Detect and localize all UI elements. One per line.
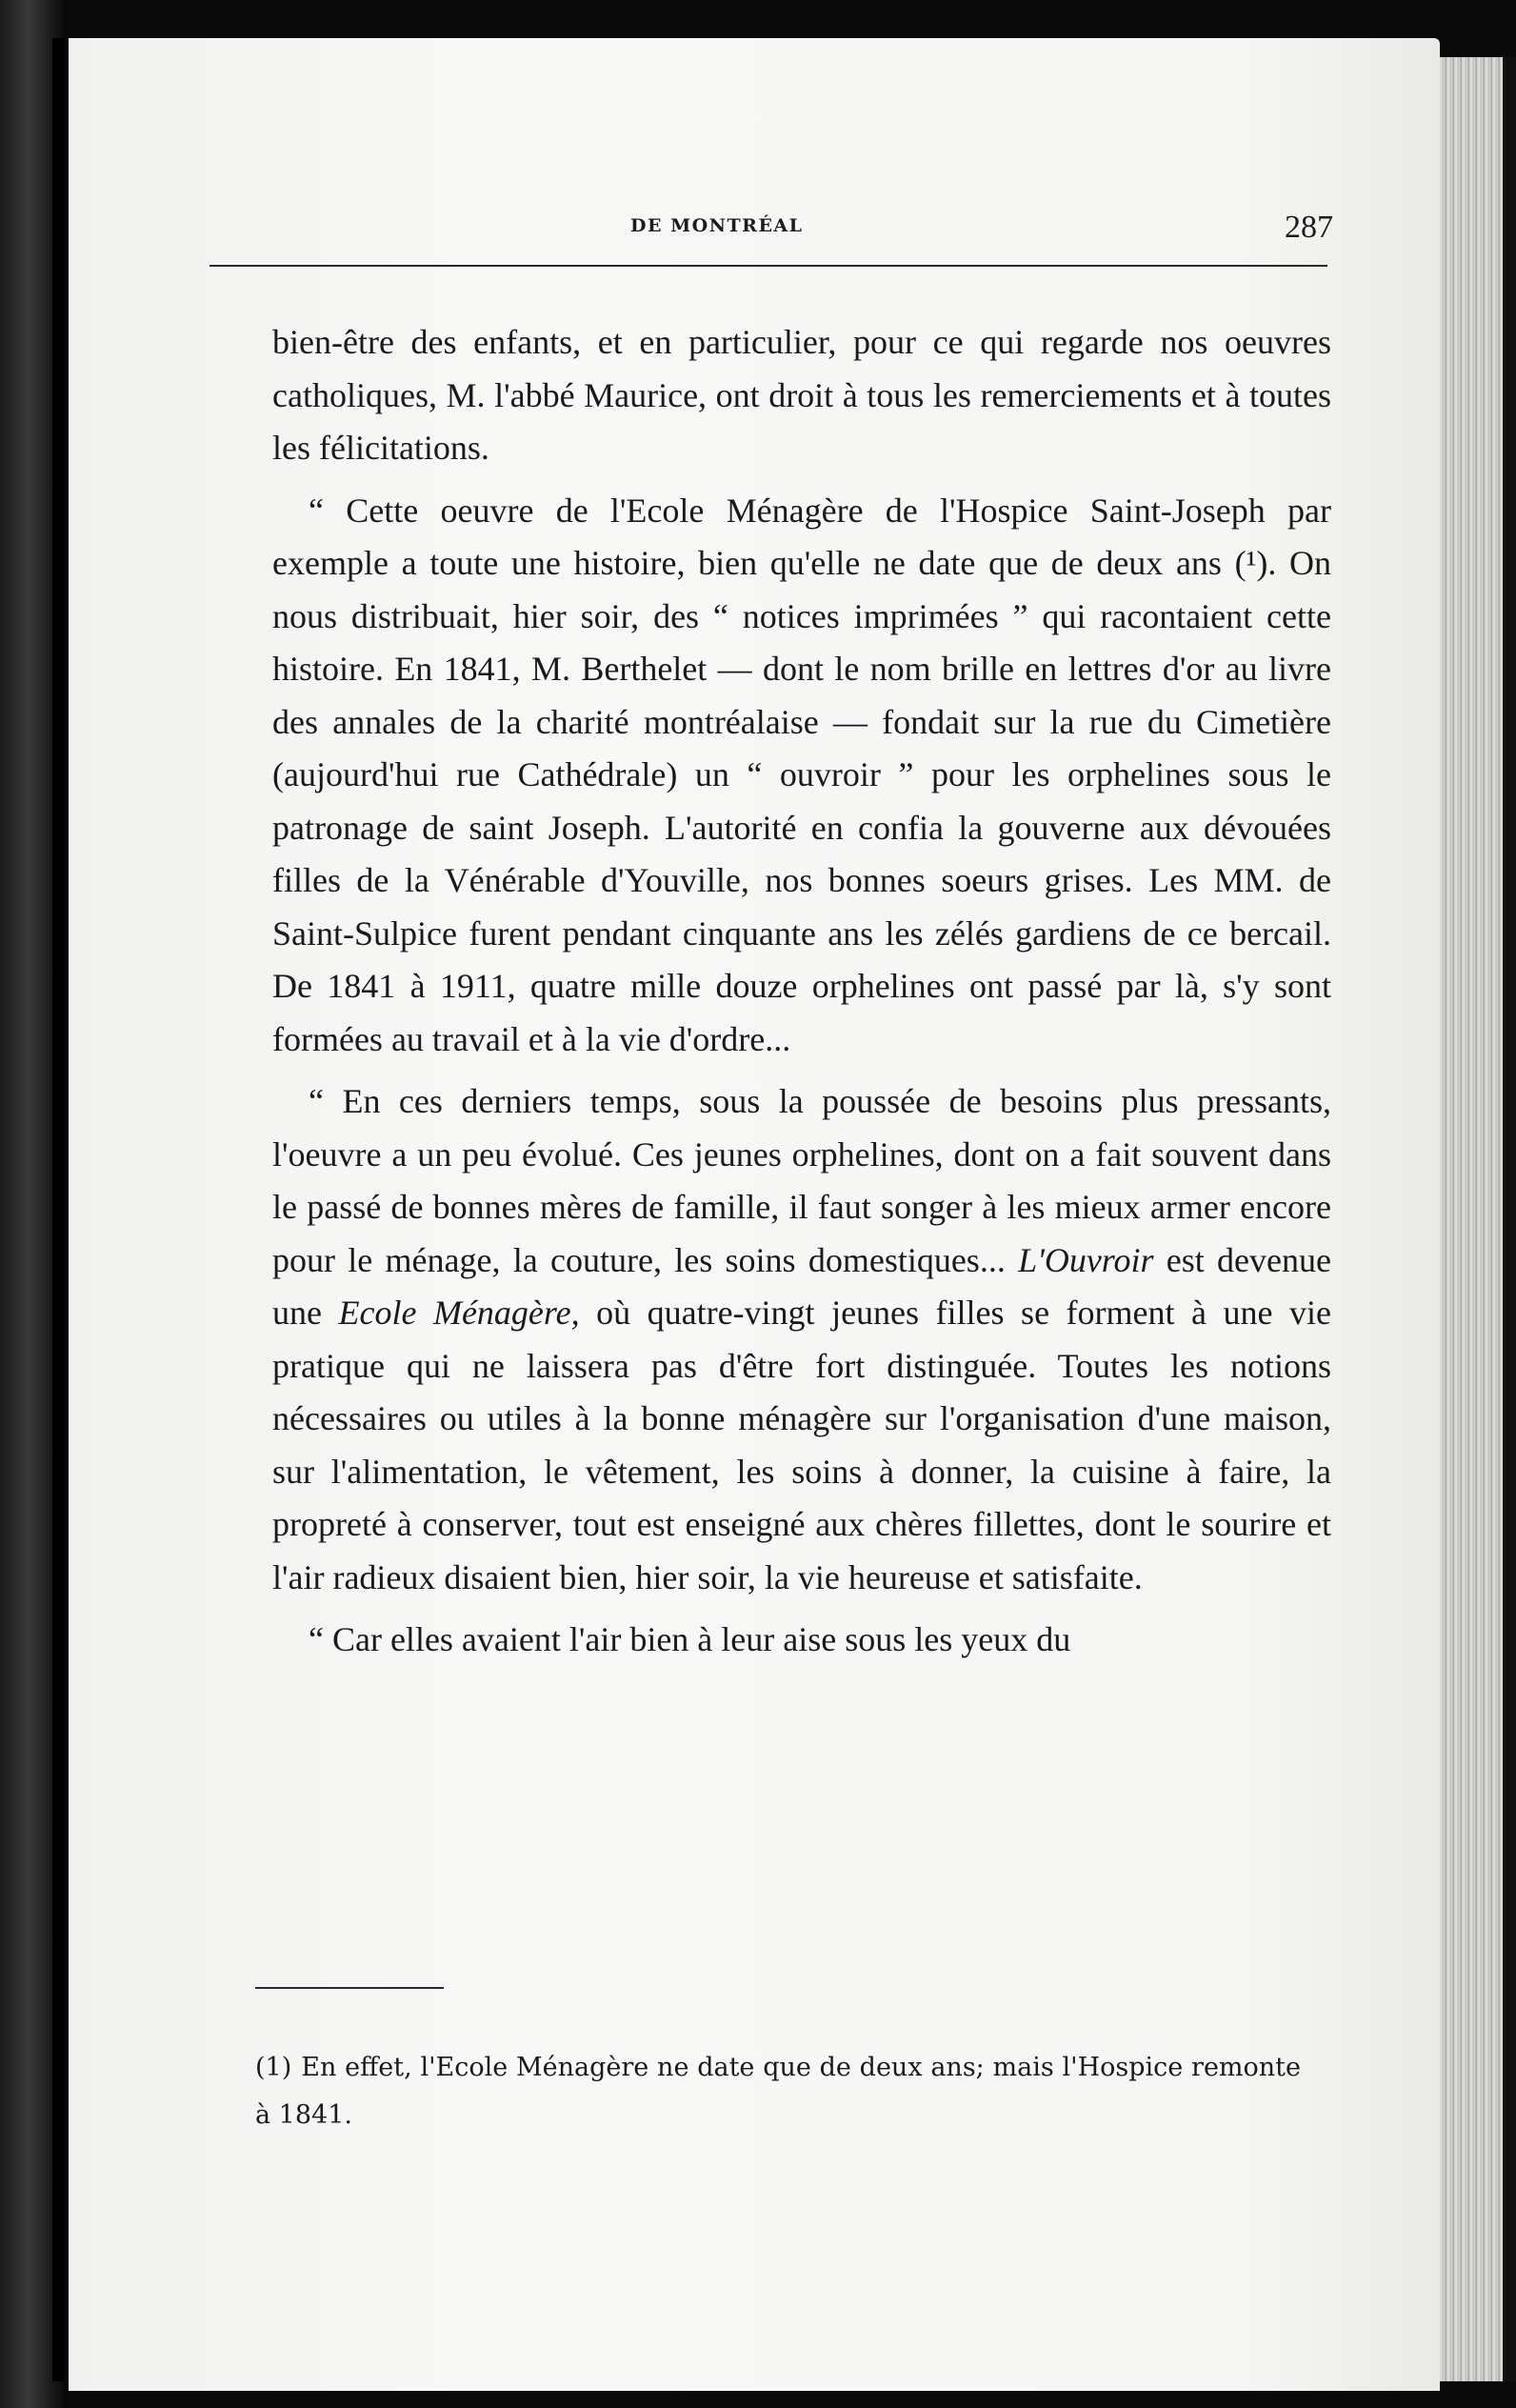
header-rule <box>209 265 1327 267</box>
footnote <box>255 2044 1301 2139</box>
paragraph-2: “ Cette oeuvre de l'Ecole Ménagère de l'Hospice Saint-Joseph par exemple a toute une histoire, bien qu'elle ne date que de deux ans (¹). On nous distribuait, hier soir, des “ notices imprimées ” qui racontaient cette histoire. En 1841, M. Berthelet — dont le nom brille en lettres d'or au livre des annales de la charité montréalaise — fondait sur la rue du Cimetière (aujourd'hui rue Cathédrale) un “ ouvroir ” pour les orphelines sous le patronage de saint Joseph. L'autorité en confia la gouverne aux dévouées filles de la Vénérable d'Youville, nos bonnes soeurs grises. Les MM. de Saint-Sulpice furent pendant cinquante ans les zélés gardiens de ce bercail. De 1841 à 1911, quatre mille douze orphelines ont passé par là, s'y sont formées au travail et à la vie d'ordre... <box>272 491 1331 1058</box>
running-title: DE MONTRÉAL <box>630 215 804 236</box>
paragraph-4: “ Car elles avaient l'air bien à leur aise sous les yeux du <box>309 1620 1071 1658</box>
book-page <box>69 38 1440 2391</box>
page-number: 287 <box>1285 210 1333 245</box>
paragraph-3-text-a: “ En ces derniers temps, sous la poussée de besoins plus pressants, l'oeuvre a un peu évolué. Ces jeunes orphelines, dont on a fait souvent dans le passé de bonnes mères de famille, il faut songer à les mieux armer encore pour le ménage, la couture, les soins domestiques... <box>272 1082 1331 1279</box>
footnote-marker: (1) <box>255 2053 292 2082</box>
paragraph-3-text-c: où quatre-vingt jeunes filles se forment à une vie pratique qui ne laissera pas d'être fort distinguée. Toutes les notions nécessaires ou utiles à la bonne ménagère sur l'organisation d'une maison, sur l'alimentation, le vêtement, les soins à donner, la cuisine à faire, la propreté à conserver, tout est enseigné aux chères fillettes, dont le sourire et l'air radieux disaient bien, hier soir, la vie heureuse et satisfaite. <box>272 1294 1332 1596</box>
body-text <box>272 316 1331 1667</box>
binding-edge <box>0 0 67 2408</box>
ecole-menagere-italic: Ecole Ménagère, <box>338 1294 580 1332</box>
ouvroir-italic: L'Ouvroir <box>1018 1240 1154 1279</box>
footnote-text: En effet, l'Ecole Ménagère ne date que de deux ans; mais l'Hospice remonte à 1841. <box>255 2053 1301 2130</box>
footnote-rule <box>255 1987 444 1989</box>
paragraph-3 <box>272 1075 1331 1604</box>
running-head <box>69 210 1333 248</box>
paragraph-3-text-b: est devenue une <box>272 1240 1331 1332</box>
paragraph-1: bien-être des enfants, et en particulier, pour ce qui regarde nos oeuvres catholiques, M. l'abbé Maurice, ont droit à tous les remerciements et à toutes les félicitations. <box>272 323 1331 467</box>
